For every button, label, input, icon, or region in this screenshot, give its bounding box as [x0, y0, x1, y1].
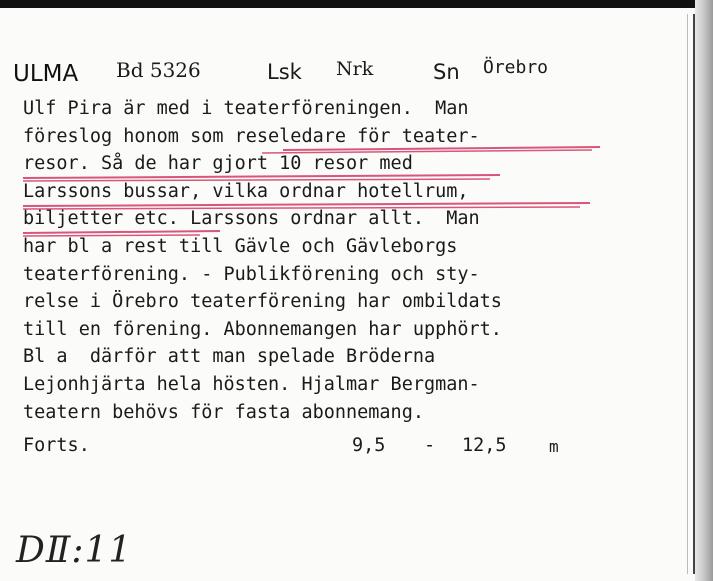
card-header [0, 0, 713, 100]
body-line: resor. Så de har gjort 10 resor med [23, 153, 413, 175]
body-line: föreslog honom som reseledare för teater- [23, 125, 480, 147]
body-line: relse i Örebro teaterförening har ombildats [23, 291, 502, 313]
landskap-label: Lsk [267, 60, 302, 84]
body-line: biljetter etc. Larssons ordnar allt. Man [23, 208, 480, 230]
body-line: till en förening. Abonnemangen har upphört. [23, 318, 502, 340]
body-line: Larssons bussar, vilka ordnar hotellrum, [23, 180, 469, 202]
body-line: teatern behövs för fasta abonnemang. [23, 401, 424, 423]
body-line: Ulf Pira är med i teaterföreningen. Man [23, 98, 469, 119]
body-line: Bl a därför att man spelade Bröderna [23, 346, 436, 368]
continued-note: Forts. [23, 435, 90, 456]
measure-start: 9,5 [352, 435, 386, 456]
archive-code: ULMA [13, 61, 79, 87]
card-body [23, 95, 663, 426]
landskap-value: Nrk [336, 58, 374, 80]
measure-end: 12,5 [462, 435, 507, 456]
measure-dash: - [424, 435, 436, 456]
signature-mark: DⅡ:11 [16, 530, 133, 571]
socken-value: Örebro [483, 57, 549, 78]
measure-unit: m [549, 437, 559, 456]
socken-label: Sn [433, 60, 460, 84]
body-line: har bl a rest till Gävle och Gävleborgs [23, 235, 458, 257]
volume-number: Bd 5326 [116, 58, 201, 82]
body-line: teaterförening. - Publikförening och sty- [23, 263, 480, 285]
body-line: Lejonhjärta hela hösten. Hjalmar Bergman- [23, 373, 480, 395]
